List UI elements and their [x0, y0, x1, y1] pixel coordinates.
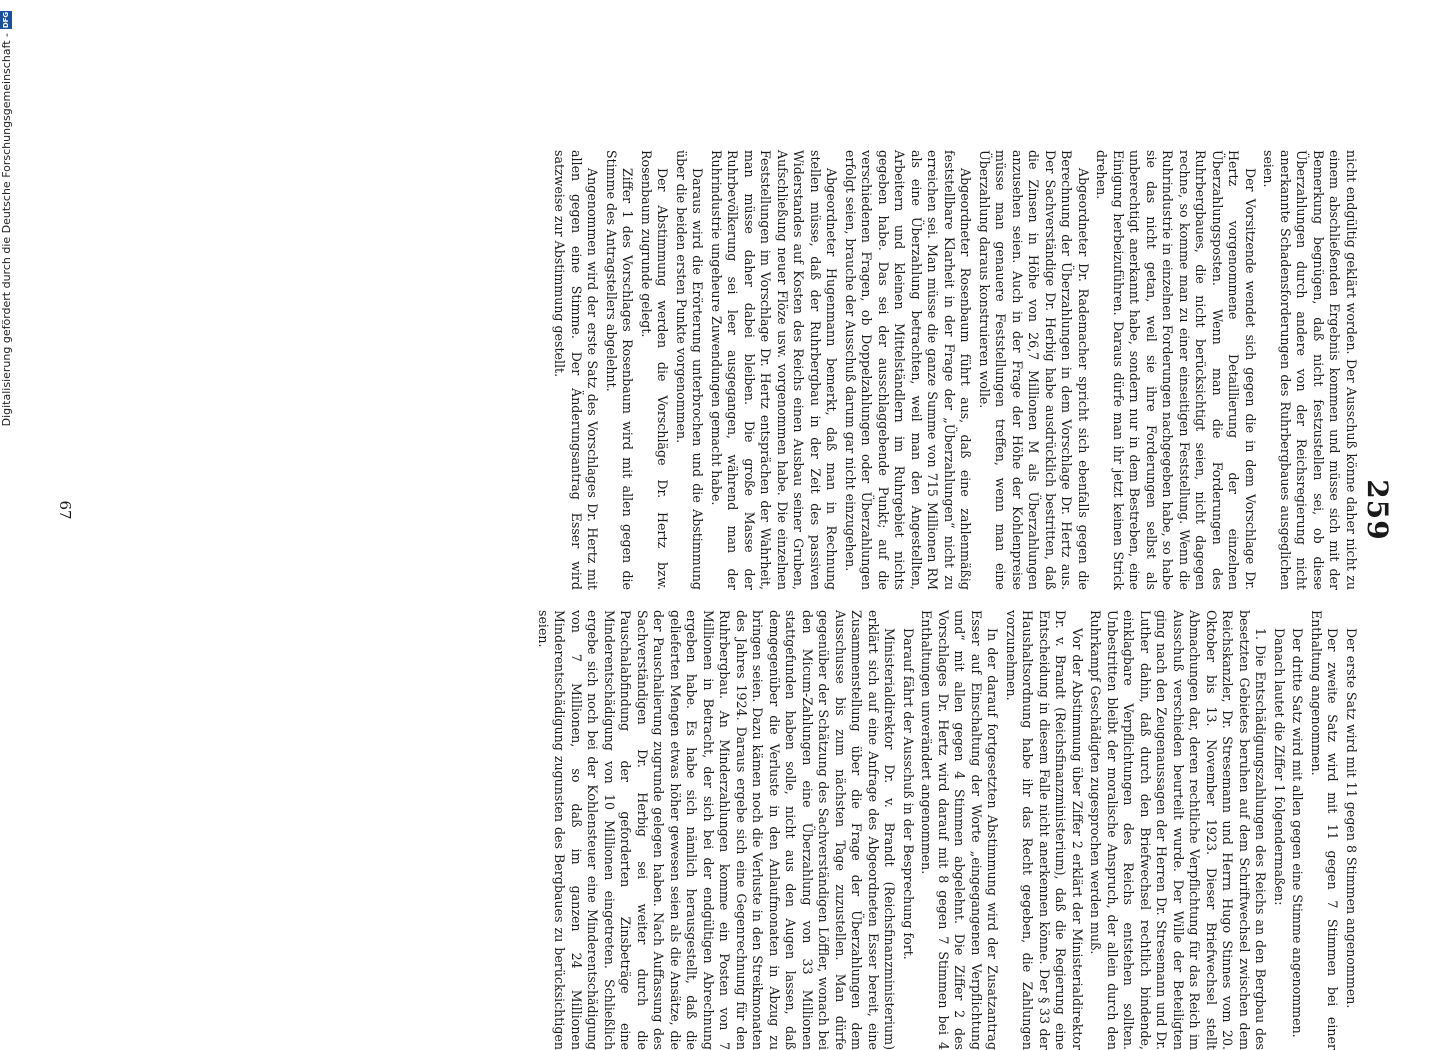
credit-text: Digitalisierung gefördert durch die Deutsche Forschungsgemeinschaft -: [0, 33, 13, 427]
paragraph: Der dritte Satz wird mit allen gegen eine Stimme angenommen.: [1290, 628, 1306, 1038]
paragraph: Abgeordneter Hugenmann bemerkt, daß man in Rechnung stellen müsse, daß der Ruhrbergbau in der Zeit des passiven Widerstandes auf Kosten des Reichs einen Ausbau seiner Gruben, Aufschließung neuer Flöze usw. vorgenommen habe. Die einzelnen Feststellungen im Vorschlage Dr. Hertz entsprächen der Wahrheit, man müsse daher dabei bleiben. Die große Masse der Ruhrbevölkerung sei leer ausgegangen, während man der Ruhrindustrie ungeheure Zuwendungen gemacht habe.: [709, 150, 840, 590]
footer-number: 67: [56, 500, 74, 520]
paragraph: Vor der Abstimmung über Ziffer 2 erklärt der Ministerialdirektor Dr. v. Brandt (Reichsfinanzministerium), daß die Regierung eine Entscheidung in diesem Falle nicht anerkennen könne. Der § 33 der Haushaltsordnung habe ihr das Recht gegeben, die Zahlungen vorzunehmen.: [1004, 610, 1085, 1050]
digitization-credit: [0, 11, 15, 981]
paragraph: Der Vorsitzende wendet sich gegen die in dem Vorschlage Dr. Hertz vorgenommene Detaillierung der einzelnen Überzahlungsposten. Wenn man die Forderungen des Ruhrbergbaues, die nicht berücksichtigt seien, nicht dagegen rechne, so komme man zu einer einseitigen Feststellung. Wenn die Ruhrindustrie in einzelnen Forderungen nachgegeben habe, so habe sie das nicht getan, weil sie ihre Forderungen selbst als unberechtigt anerkannt habe, sondern nur in dem Bestreben, eine Einigung herbeizuführen. Daraus dürfe man ihr jetzt keinen Strick drehen.: [1094, 150, 1258, 590]
paragraph: Ministerialdirektor Dr. v. Brandt (Reichsfinanzministerium) erklärt sich auf eine Anfrage des Abgeordneten Esser bereit, eine Zusammenstellung über die Frage der Überzahlungen dem Ausschusse bis zum nächsten Tage zuzustellen. Man dürfe gegenüber der Schätzung des Sachverständigen Löffler, wonach bei den Micum-Zahlungen eine Überzahlung von 33 Millionen stattgefunden haben solle, nicht aus den Augen lassen, daß demgegenüber die Verluste in den Anlaufmonaten in Abzug zu bringen seien. Dazu kämen noch die Verluste in den Streikmonaten des Jahres 1924. Daraus ergebe sich eine Gegenrechnung für den Ruhrbergbau. An Minderzahlungen komme ein Posten von 7 Millionen in Betracht, der sich bei der endgültigen Abrechnung ergeben habe. Es habe sich nämlich herausgestellt, daß die gelieferten Mengen etwas höher gewesen seien als die Ansätze, die der Pauschalierung zugrunde gelegen haben. Nach Auffassung des Sachverständigen Dr. Herbig sei weiter durch die Pauschalabfindung der geforderten Zinsbeträge eine Minderentschädigung von 10 Millionen eingetreten. Schließlich ergebe sich noch bei der Kohlensteuer eine Minderentschädigung von 7 Millionen, so daß im ganzen 24 Millionen Minderentschädigung zugunsten des Bergbaues zu berücksichtigen seien.: [536, 610, 898, 1050]
dfg-logo-icon: DFG: [2, 11, 10, 29]
paragraph: In der darauf fortgesetzten Abstimmung wird der Zusatzantrag Esser auf Einschaltung der Worte „eingegangenen Verpflichtung und“ mit allen gegen 4 Stimmen abgelehnt. Die Ziffer 2 des Vorschlages Dr. Hertz wird darauf mit 8 gegen 7 Stimmen bei 4 Enthaltungen unverändert angenommen.: [919, 610, 1001, 1050]
paragraph: Der erste Satz wird mit 11 gegen 8 Stimmen angenommen.: [1344, 628, 1359, 1009]
right-column: [533, 610, 1360, 1050]
paragraph: nicht endgültig geklärt worden. Der Ausschuß könne daher nicht zu einem abschließenden Ergebnis kommen und müsse sich mit der Bemerkung begnügen, daß nicht festzustellen sei, ob diese Überzahlungen durch andere von der Reichsregierung nicht anerkannte Schadensforderungen des Ruhrbergbaues ausgeglichen seien.: [1261, 150, 1359, 590]
page-number: 259: [1361, 479, 1394, 541]
paragraph: Danach lautet die Ziffer 1 folgendermaßen:: [1272, 628, 1287, 906]
paragraph: Darauf fährt der Ausschuß in der Besprechung fort.: [901, 628, 916, 960]
paragraph: Daraus wird die Erörterung unterbrochen und die Abstimmung über die beiden ersten Punkte vorgenommen.: [674, 150, 706, 590]
paragraph: Abgeordneter Rosenbaum führt aus, daß eine zahlenmäßig feststellbare Klarheit in der Frage der „Überzahlungen“ nicht zu erreichen sei. Man müsse die ganze Summe von 715 Millionen RM als eine Überzahlung betrachten, weil man den Angestellten, Arbeitern und kleinen Mittelständlern im Ruhrgebiet nichts gegeben habe. Das sei der ausschlaggebende Punkt; auf die verschiedenen Fragen, ob Doppelzahlungen oder Überzahlungen erfolgt seien, brauche der Ausschuß darum gar nicht einzugehen.: [843, 150, 974, 590]
left-column: [549, 150, 1359, 590]
paragraph: Abgeordneter Dr. Rademacher spricht sich ebenfalls gegen die Berechnung der Überzahlungen in dem Vorschlage Dr. Hertz aus. Der Sachverständige Dr. Herbig habe ausdrücklich bestritten, daß die Zinsen in Höhe von 26,7 Millionen M als Überzahlungen anzusehen seien. Auch in der Frage der Höhe der Kohlenpreise müsse man genauere Feststellungen treffen, wenn man eine Überzahlung daraus konstruieren wolle.: [977, 150, 1091, 590]
paragraph: Der zweite Satz wird mit 11 gegen 7 Stimmen bei einer Enthaltung angenommen.: [1309, 610, 1341, 1050]
paragraph: 1. Die Entschädigungszahlungen des Reichs an den Bergbau des besetzten Gebietes beruhen auf dem Schriftwechsel zwischen dem Reichskanzler, Dr. Stresemann und Herrn Hugo Stinnes vom 20. Oktober bis 13. November 1923. Dieser Briefwechsel stellt Abmachungen dar, deren rechtliche Verpflichtung für das Reich im Ausschuß verschieden beurteilt wurde. Der Wille der Beteiligten ging nach den Zeugenaussagen der Herren Dr. Stresemann und Dr. Luther dahin, daß durch den Briefwechsel rechtlich bindende, einklagbare Verpflichtungen des Reichs entstehen sollten. Unbestritten bleibt der moralische Anspruch, der allein durch den Ruhrkampf Geschädigten zugesprochen werden muß.: [1088, 610, 1269, 1050]
paragraph: Der Abstimmung werden die Vorschläge Dr. Hertz bzw. Rosenbaum zugrunde gelegt.: [639, 150, 671, 590]
paragraph: Ziffer 1 des Vorschlages Rosenbaum wird mit allen gegen die Stimme des Antragstellers abgelehnt.: [604, 150, 636, 590]
paragraph: Angenommen wird der erste Satz des Vorschlages Dr. Hertz mit allen gegen eine Stimme. Der Änderungsantrag Esser wird satzweise zur Abstimmung gestellt.: [552, 150, 601, 590]
